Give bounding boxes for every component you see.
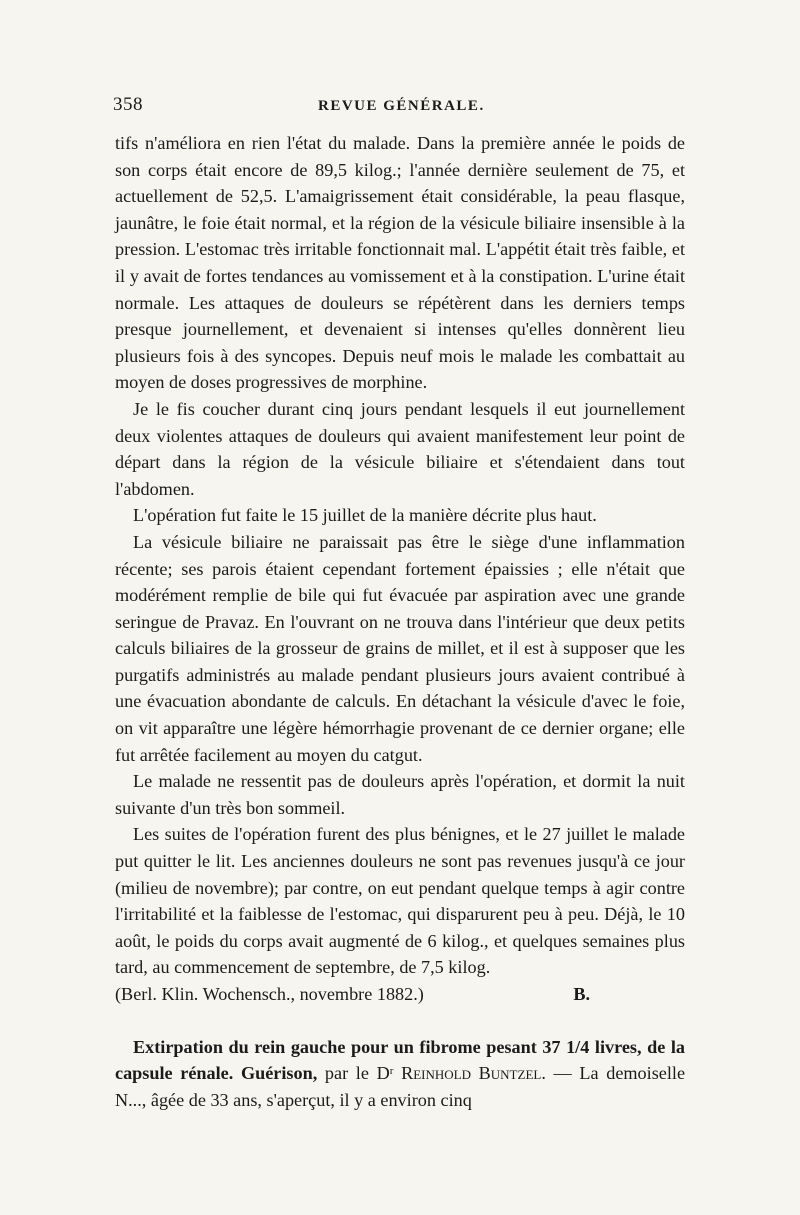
paragraph-6: Les suites de l'opération furent des plus bénignes, et le 27 juillet le malade put quitter le lit. Les anciennes douleurs ne sont pas revenues jusqu'à ce jour (milieu de novembre); par contre, on eut pendant quelque temps à agir contre l'irritabilité et la faiblesse de l'estomac, qui disparurent peu à peu. Déjà, le 10 août, le poids du corps avait augmenté de 6 kilog., et quelques semaines plus tard, au commencement de septembre, de 7,5 kilog.: [115, 824, 685, 978]
paragraph-1: tifs n'améliora en rien l'état du malade. Dans la première année le poids de son corps était encore de 89,5 kilog.; l'année dernière seulement de 75, et actuellement de 52,5. L'amaigrissement était considérable, la peau flasque, jaunâtre, le foie était normal, et la région de la vésicule biliaire insensible à la pression. L'estomac très irritable fonctionnait mal. L'appétit était très faible, et il y avait de fortes tendances au vomissement et à la constipation. L'urine était normale. Les attaques de douleurs se répétèrent dans les derniers temps presque journellement, et devenaient si intenses qu'elles donnèrent lieu plusieurs fois à des syncopes. Depuis neuf mois le malade les combattait au moyen de doses progressives de morphine.: [115, 133, 685, 393]
page-number: 358: [113, 94, 143, 115]
paragraph-5: Le malade ne ressentit pas de douleurs après l'opération, et dormit la nuit suivante d'un très bon sommeil.: [115, 771, 685, 818]
section-spacer: [115, 1008, 685, 1034]
citation: (Berl. Klin. Wochensch., novembre 1882.): [115, 984, 424, 1004]
article-title: Extirpation du rein gauche pour un fibrome pesant 37 1/4 livres, de la capsule rénale. Guérison,: [115, 1036, 685, 1084]
article-text: — La demoiselle N..., âgée de 33 ans, s'aperçut, il y a environ cinq: [115, 1063, 686, 1110]
citation-line: [115, 981, 685, 1008]
article-author: Reinhold Buntzel.: [401, 1063, 546, 1084]
next-article-heading: [115, 1034, 685, 1114]
page-header: [113, 92, 703, 124]
author-prefix-sup: r: [389, 1065, 394, 1078]
body-text: [115, 130, 685, 1113]
paragraph-3: L'opération fut faite le 15 juillet de la manière décrite plus haut.: [133, 505, 597, 526]
paragraph-2: Je le fis coucher durant cinq jours pendant lesquels il eut journellement deux violentes attaques de douleurs qui avaient manifestement leur point de départ dans la région de la vésicule biliaire et s'étendaient dans tout l'abdomen.: [115, 398, 685, 499]
article-by: par le: [324, 1063, 369, 1084]
paragraph-4: La vésicule biliaire ne paraissait pas être le siège d'une inflammation récente; ses parois étaient cependant fortement épaissies ; elle n'était que modérément remplie de bile qui fut évacuée par aspiration avec une grande seringue de Pravaz. En l'ouvrant on ne trouva dans l'intérieur que deux petits calculs biliaires de la grosseur de grains de millet, et il est à supposer que les purgatifs administrés au malade pendant plusieurs jours avaient contribué à une évacuation abondante de calculs. En détachant la vésicule d'avec le foie, on vit apparaître une légère hémorrhagie provenant de ce dernier organe; elle fut arrêtée facilement au moyen du catgut.: [115, 531, 685, 765]
running-title: REVUE GÉNÉRALE.: [318, 98, 485, 114]
author-initial: B.: [573, 984, 590, 1004]
author-prefix: $D^r$: [376, 1063, 394, 1084]
